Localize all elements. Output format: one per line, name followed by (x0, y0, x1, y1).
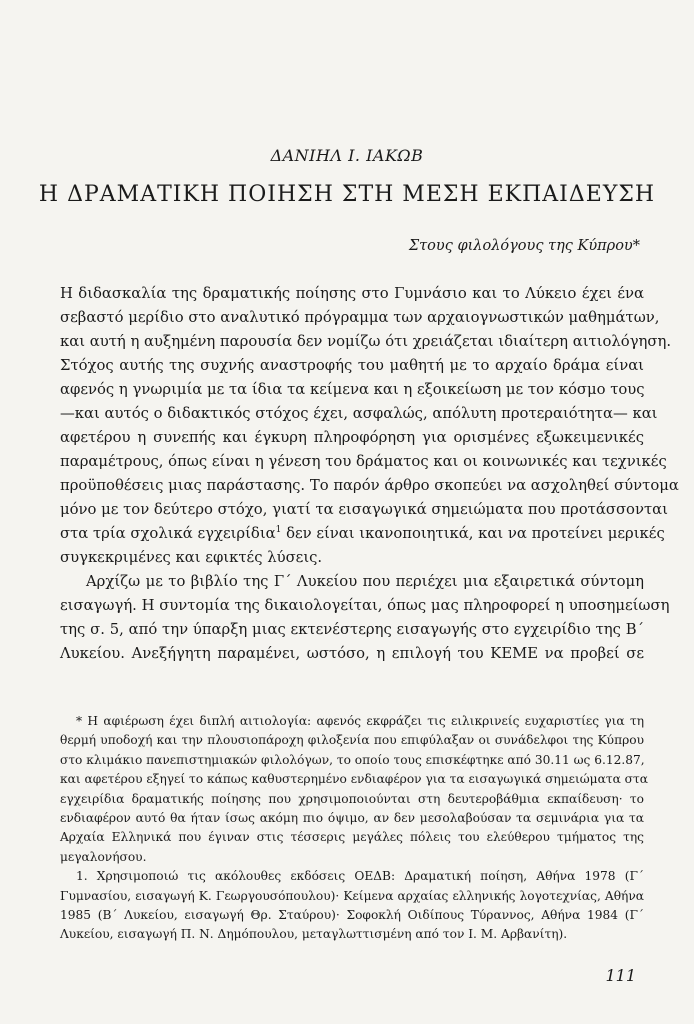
footnote-line: 1985 (Β΄ Λυκείου, εισαγωγή Θρ. Σταύρου)· Σοφοκλή Οιδίπους Τύραννος, Αθήνα 1984 (Γ΄ (60, 908, 644, 923)
footnote-line: Λυκείου, εισαγωγή Π. Ν. Δημόπουλου, μεταγλωττισμένη από τον Ι. Μ. Αρβανίτη). (60, 927, 568, 942)
dedication: Στους φιλολόγους της Κύπρου* (408, 238, 640, 254)
footnote-line: στο κλιμάκιο πανεπιστημιακών φιλολόγων, το οποίο τους επισκέφτηκε από 30.11 ως 6.12.87, (60, 752, 645, 767)
body-line: Λυκείου. Ανεξήγητη παραμένει, ωστόσο, η επιλογή του ΚΕΜΕ να προβεί σε (60, 645, 644, 662)
body-line: αφενός η γνωριμία με τα ίδια τα κείμενα και η εξοικείωση με τον κόσμο τους (60, 381, 645, 398)
body-line: και αυτή η αυξημένη παρουσία δεν νομίζω ότι χρειάζεται ιδιαίτερη αιτιολόγηση. (60, 333, 672, 350)
body-line (60, 522, 665, 546)
body-line: μόνο με τον δεύτερο στόχο, γιατί τα εισαγωγικά σημειώματα που προτάσσονται (60, 501, 668, 518)
body-line: Αρχίζω με το βιβλίο της Γ΄ Λυκείου που περιέχει μια εξαιρετικά σύντομη (86, 573, 644, 590)
footnote-line: Αρχαία Ελληνικά που έγιναν στις τέσσερις μεγάλες πόλεις του ελεύθερου τμήματος της (60, 830, 644, 845)
body-line: συγκεκριμένες και εφικτές λύσεις. (60, 549, 323, 566)
body-line: της σ. 5, από την ύπαρξη μιας εκτενέστερης εισαγωγής στο εγχειρίδιο της Β΄ (60, 621, 644, 638)
body-line-part: δεν είναι ικανοποιητικά, και να προτείνει μερικές (281, 525, 665, 542)
body-line-part: στα τρία σχολικά εγχειρίδια (60, 525, 276, 542)
footnote-line: και αφετέρου εξηγεί το κάπως καθυστερημένο ενδιαφέρον για τα εισαγωγικά σημειώματα στα (60, 772, 648, 787)
body-line: αφετέρου η συνεπής και έγκυρη πληροφόρηση για ορισμένες εξωκειμενικές (60, 429, 644, 446)
footnote-line: μεγαλονήσου. (60, 849, 147, 864)
page-number: 111 (605, 966, 636, 985)
body-line: παραμέτρους, όπως είναι η γένεση του δράματος και οι κοινωνικές και τεχνικές (60, 453, 667, 470)
body-line: εισαγωγή. Η συντομία της δικαιολογείται, όπως μας πληροφορεί η υποσημείωση (60, 597, 670, 614)
article-title: Η ΔΡΑΜΑΤΙΚΗ ΠΟΙΗΣΗ ΣΤΗ ΜΕΣΗ ΕΚΠΑΙΔΕΥΣΗ (38, 182, 656, 207)
footnote-line: * Η αφιέρωση έχει διπλή αιτιολογία: αφενός εκφράζει τις ειλικρινείς ευχαριστίες για τη (76, 714, 644, 728)
body-line: Στόχος αυτής της συχνής αναστροφής του μαθητή με το αρχαίο δράμα είναι (60, 357, 644, 374)
body-text (60, 282, 679, 666)
author-name: ΔΑΝΙΗΛ Ι. ΙΑΚΩΒ (270, 146, 424, 165)
body-line: σεβαστό μερίδιο στο αναλυτικό πρόγραμμα των αρχαιογνωστικών μαθημάτων, (60, 309, 660, 326)
footnotes (60, 712, 648, 945)
footnote-line: εγχειρίδια δραματικής ποίησης που χρησιμοποιούνται στη δευτεροβάθμια εκπαίδευση· το (60, 791, 644, 806)
footnote-line: Γυμνασίου, εισαγωγή Κ. Γεωργουσόπουλου)· Κείμενα αρχαίας ελληνικής λογοτεχνίας, Αθήνα (60, 888, 644, 903)
body-line: προϋποθέσεις μιας παράστασης. Το παρόν άρθρο σκοπεύει να ασχοληθεί σύντομα (60, 477, 679, 494)
footnote-line: 1. Χρησιμοποιώ τις ακόλουθες εκδόσεις ΟΕΔΒ: Δραματική ποίηση, Αθήνα 1978 (Γ΄ (76, 869, 644, 884)
footnote-ref: 1 (275, 525, 282, 535)
footnote-line: ενδιαφέρον αυτό θα ήταν ίσως ακόμη πιο όψιμο, αν δεν μεσολαβούσαν τα σεμινάρια για τα (60, 811, 644, 826)
footnote-line: θερμή υποδοχή και την πλουσιοπάροχη φιλοξενία που επιφύλαξαν οι συνάδελφοι της Κύπρου (60, 733, 644, 748)
body-line: Η διδασκαλία της δραματικής ποίησης στο Γυμνάσιο και το Λύκειο έχει ένα (60, 285, 644, 302)
body-line: —και αυτός ο διδακτικός στόχος έχει, ασφαλώς, απόλυτη προτεραιότητα— και (60, 405, 658, 422)
